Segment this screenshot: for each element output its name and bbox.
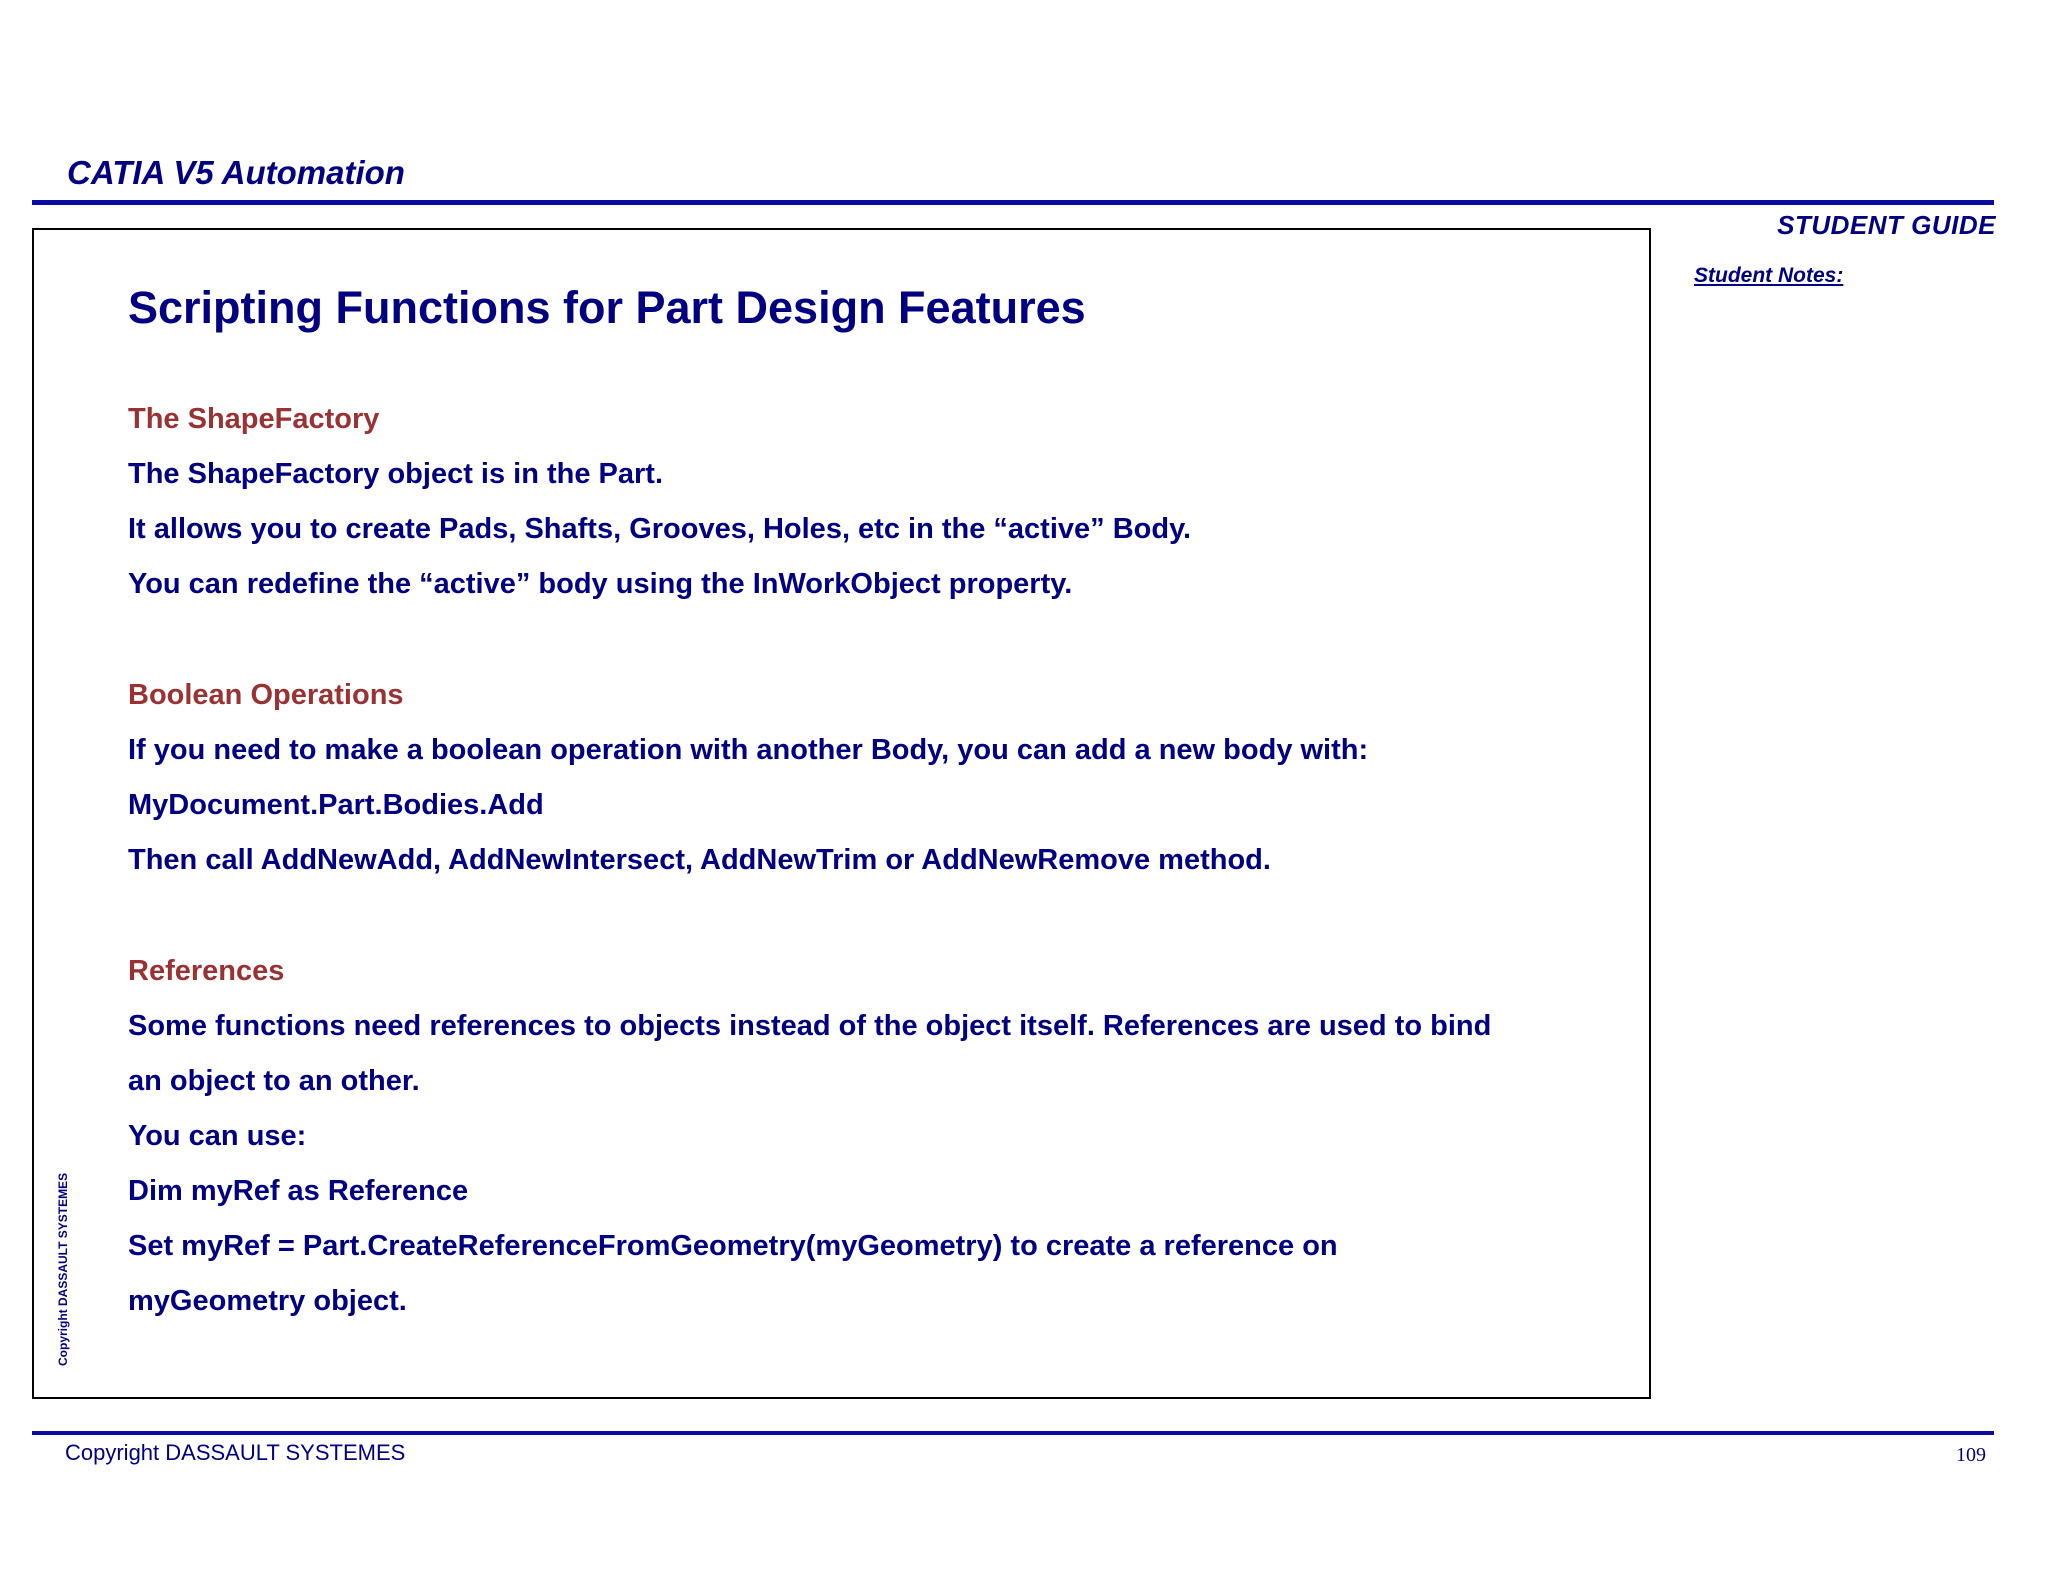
section-heading-shapefactory: The ShapeFactory	[128, 403, 380, 435]
header-rule	[32, 200, 1994, 205]
body-line: It allows you to create Pads, Shafts, Grooves, Holes, etc in the “active” Body.	[128, 513, 1192, 545]
body-line: You can use:	[128, 1120, 307, 1152]
footer-copyright: Copyright DASSAULT SYSTEMES	[65, 1440, 406, 1465]
body-line: The ShapeFactory object is in the Part.	[128, 458, 664, 490]
document-header-title: CATIA V5 Automation	[67, 154, 405, 191]
section-heading-references: References	[128, 955, 285, 987]
student-notes-label: Student Notes:	[1694, 264, 1844, 287]
body-line: MyDocument.Part.Bodies.Add	[128, 789, 544, 821]
body-line: You can redefine the “active” body using the InWorkObject property.	[128, 568, 1073, 600]
slide-title: Scripting Functions for Part Design Features	[128, 282, 1086, 333]
side-copyright: Copyright DASSAULT SYSTEMES	[56, 1172, 70, 1366]
page-number: 109	[1956, 1444, 1986, 1466]
body-line: If you need to make a boolean operation with another Body, you can add a new body with:	[128, 734, 1369, 766]
student-guide-label: STUDENT GUIDE	[1777, 210, 1996, 240]
body-line: Then call AddNewAdd, AddNewIntersect, AddNewTrim or AddNewRemove method.	[128, 844, 1271, 876]
body-line: Set myRef = Part.CreateReferenceFromGeometry(myGeometry) to create a reference on	[128, 1230, 1338, 1262]
body-line: myGeometry object.	[128, 1285, 407, 1317]
section-heading-boolean-operations: Boolean Operations	[128, 679, 404, 711]
body-line: Dim myRef as Reference	[128, 1175, 469, 1207]
body-line: Some functions need references to objects instead of the object itself. References are used to bind	[128, 1010, 1492, 1042]
body-line: an object to an other.	[128, 1065, 420, 1097]
footer-rule	[32, 1431, 1994, 1435]
